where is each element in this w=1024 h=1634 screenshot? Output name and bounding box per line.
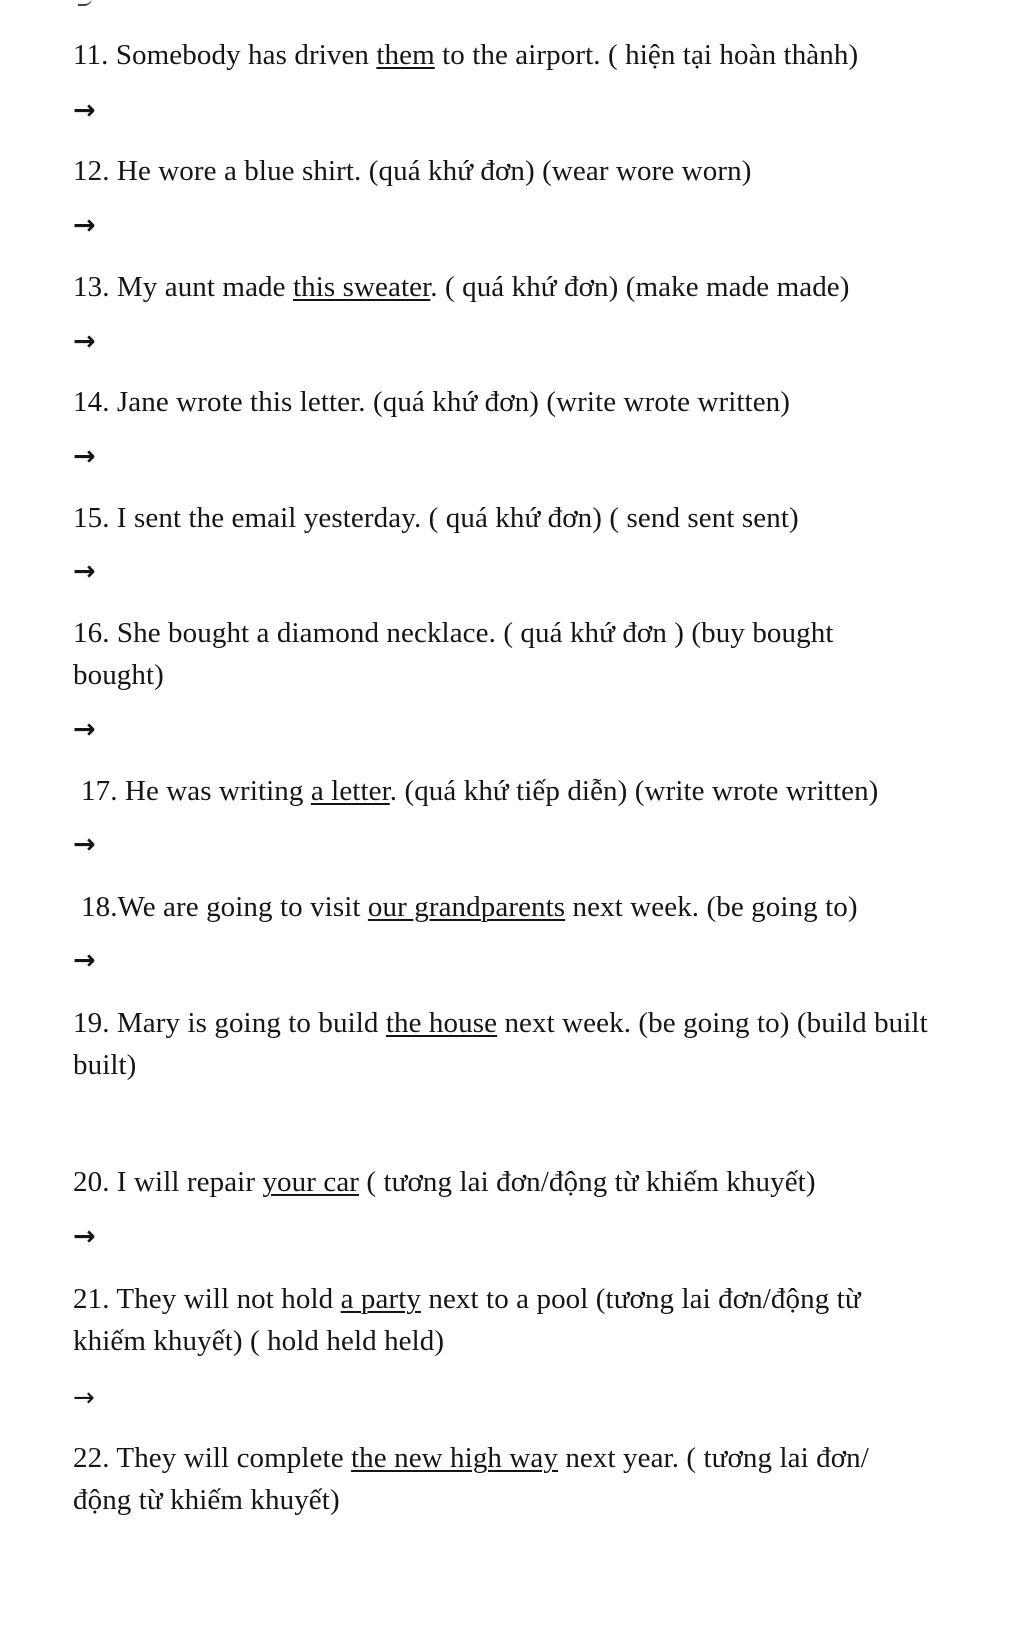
answer-arrow-icon: →	[73, 95, 96, 126]
answer-arrow-icon: →	[73, 714, 96, 745]
underlined-object: your car	[262, 1166, 360, 1198]
answer-arrow-icon: →	[73, 1383, 95, 1413]
exercise-12: 12. He wore a blue shirt. (quá khứ đơn) (wear wore worn)	[73, 155, 752, 187]
exercise-22-continued: động từ khiếm khuyết)	[73, 1484, 340, 1516]
exercise-11: 11. Somebody has driven them to the airport. ( hiện tại hoàn thành)	[73, 39, 859, 71]
exercise-13: 13. My aunt made this sweater. ( quá khứ đơn) (make made made)	[73, 271, 850, 303]
underlined-object: a letter	[310, 775, 390, 807]
exercise-14: 14. Jane wrote this letter. (quá khứ đơn) (write wrote written)	[73, 386, 791, 418]
answer-arrow-icon: →	[73, 210, 96, 241]
exercise-17: 17. He was writing a letter. (quá khứ tiếp diễn) (write wrote written)	[81, 775, 879, 807]
answer-arrow-icon: →	[73, 441, 96, 472]
cut-off-arrow-mark	[78, 0, 92, 6]
exercise-16: 16. She bought a diamond necklace. ( quá khứ đơn ) (buy bought	[73, 617, 834, 649]
underlined-object: our grandparents	[367, 891, 566, 923]
exercise-19: 19. Mary is going to build the house next week. (be going to) (build built	[73, 1007, 928, 1039]
exercise-22: 22. They will complete the new high way next year. ( tương lai đơn/	[73, 1442, 869, 1474]
exercise-21: 21. They will not hold a party next to a pool (tương lai đơn/động từ	[73, 1283, 861, 1315]
underlined-object: the new high way	[351, 1442, 558, 1474]
answer-arrow-icon: →	[73, 945, 96, 976]
exercise-15: 15. I sent the email yesterday. ( quá khứ đơn) ( send sent sent)	[73, 502, 799, 534]
underlined-object: this sweater	[292, 271, 431, 303]
underlined-object: them	[376, 39, 435, 71]
underlined-object: a party	[340, 1283, 422, 1315]
exercise-21-continued: khiếm khuyết) ( hold held held)	[73, 1325, 445, 1357]
exercise-20: 20. I will repair your car ( tương lai đơn/động từ khiếm khuyết)	[73, 1166, 816, 1198]
answer-arrow-icon: →	[73, 326, 96, 357]
answer-arrow-icon: →	[73, 829, 96, 860]
exercise-18: 18.We are going to visit our grandparents next week. (be going to)	[81, 891, 858, 923]
exercise-16-continued: bought)	[73, 659, 164, 691]
answer-arrow-icon: →	[73, 1221, 96, 1252]
answer-arrow-icon: →	[73, 556, 96, 587]
exercise-19-continued: built)	[73, 1049, 137, 1081]
underlined-object: the house	[385, 1007, 498, 1039]
